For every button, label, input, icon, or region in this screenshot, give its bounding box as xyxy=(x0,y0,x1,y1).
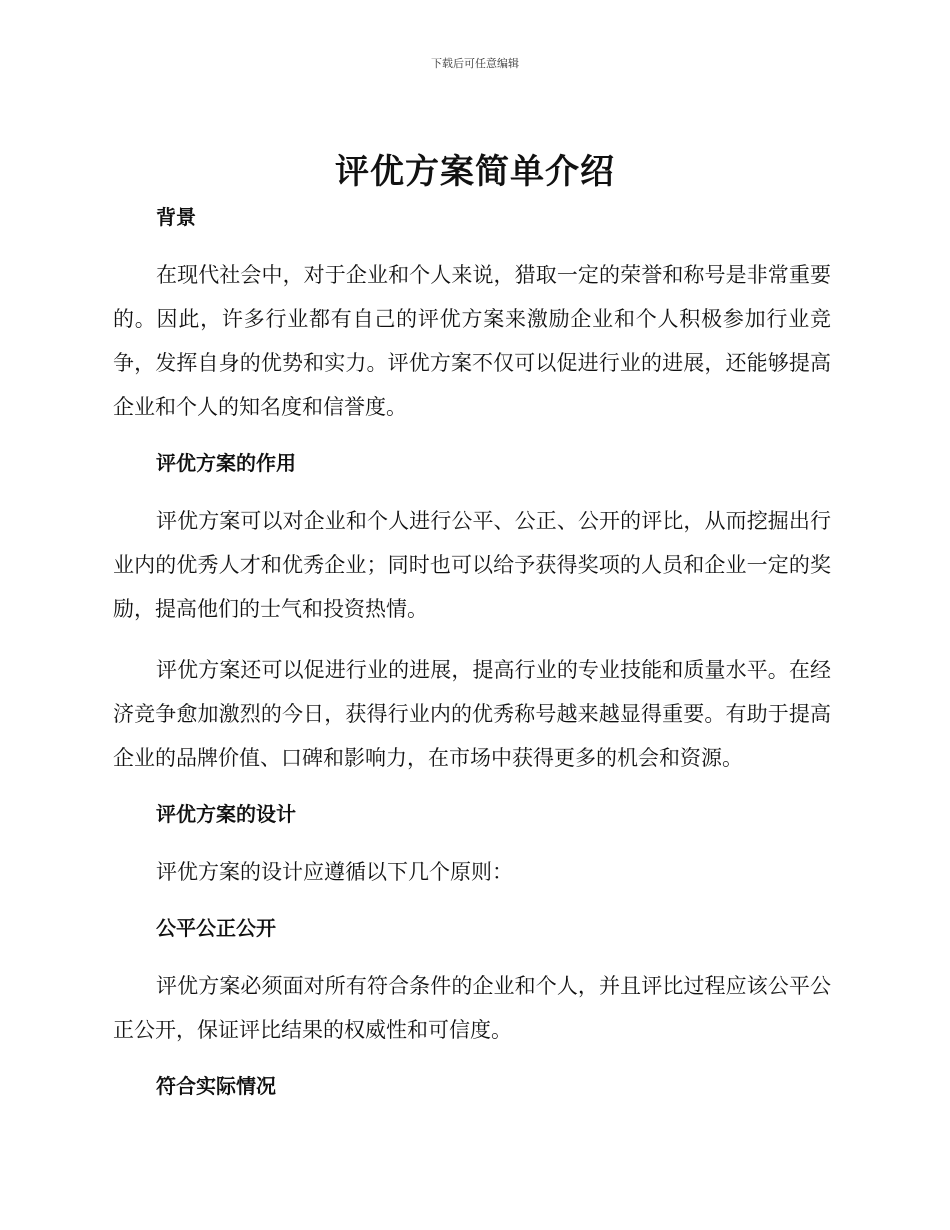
section-heading-role: 评优方案的作用 xyxy=(156,451,296,475)
document-body xyxy=(113,200,831,1122)
paragraph-fairness: 评优方案必须面对所有符合条件的企业和个人，并且评比过程应该公平公正公开，保证评比结果的权威性和可信度。 xyxy=(113,974,831,1042)
section-heading-design: 评优方案的设计 xyxy=(156,802,296,826)
page-header-note: 下载后可任意编辑 xyxy=(431,57,519,70)
section-heading-fairness: 公平公正公开 xyxy=(156,916,276,940)
paragraph-design: 评优方案的设计应遵循以下几个原则： xyxy=(156,860,513,884)
paragraph-background: 在现代社会中，对于企业和个人来说，猎取一定的荣誉和称号是非常重要的。因此，许多行业都有自己的评优方案来激励企业和个人积极参加行业竞争，发挥自身的优势和实力。评优方案不仅可以促进行业的进展，还能够提高企业和个人的知名度和信誉度。 xyxy=(113,263,831,419)
section-heading-background: 背景 xyxy=(156,205,196,229)
page-title: 评优方案简单介绍 xyxy=(335,152,615,192)
section-heading-practical: 符合实际情况 xyxy=(156,1074,276,1098)
paragraph-role-1: 评优方案可以对企业和个人进行公平、公正、公开的评比，从而挖掘出行业内的优秀人才和优秀企业；同时也可以给予获得奖项的人员和企业一定的奖励，提高他们的士气和投资热情。 xyxy=(113,509,831,621)
paragraph-role-2: 评优方案还可以促进行业的进展，提高行业的专业技能和质量水平。在经济竞争愈加激烈的今日，获得行业内的优秀称号越来越显得重要。有助于提高企业的品牌价值、口碑和影响力，在市场中获得更多的机会和资源。 xyxy=(113,658,831,770)
